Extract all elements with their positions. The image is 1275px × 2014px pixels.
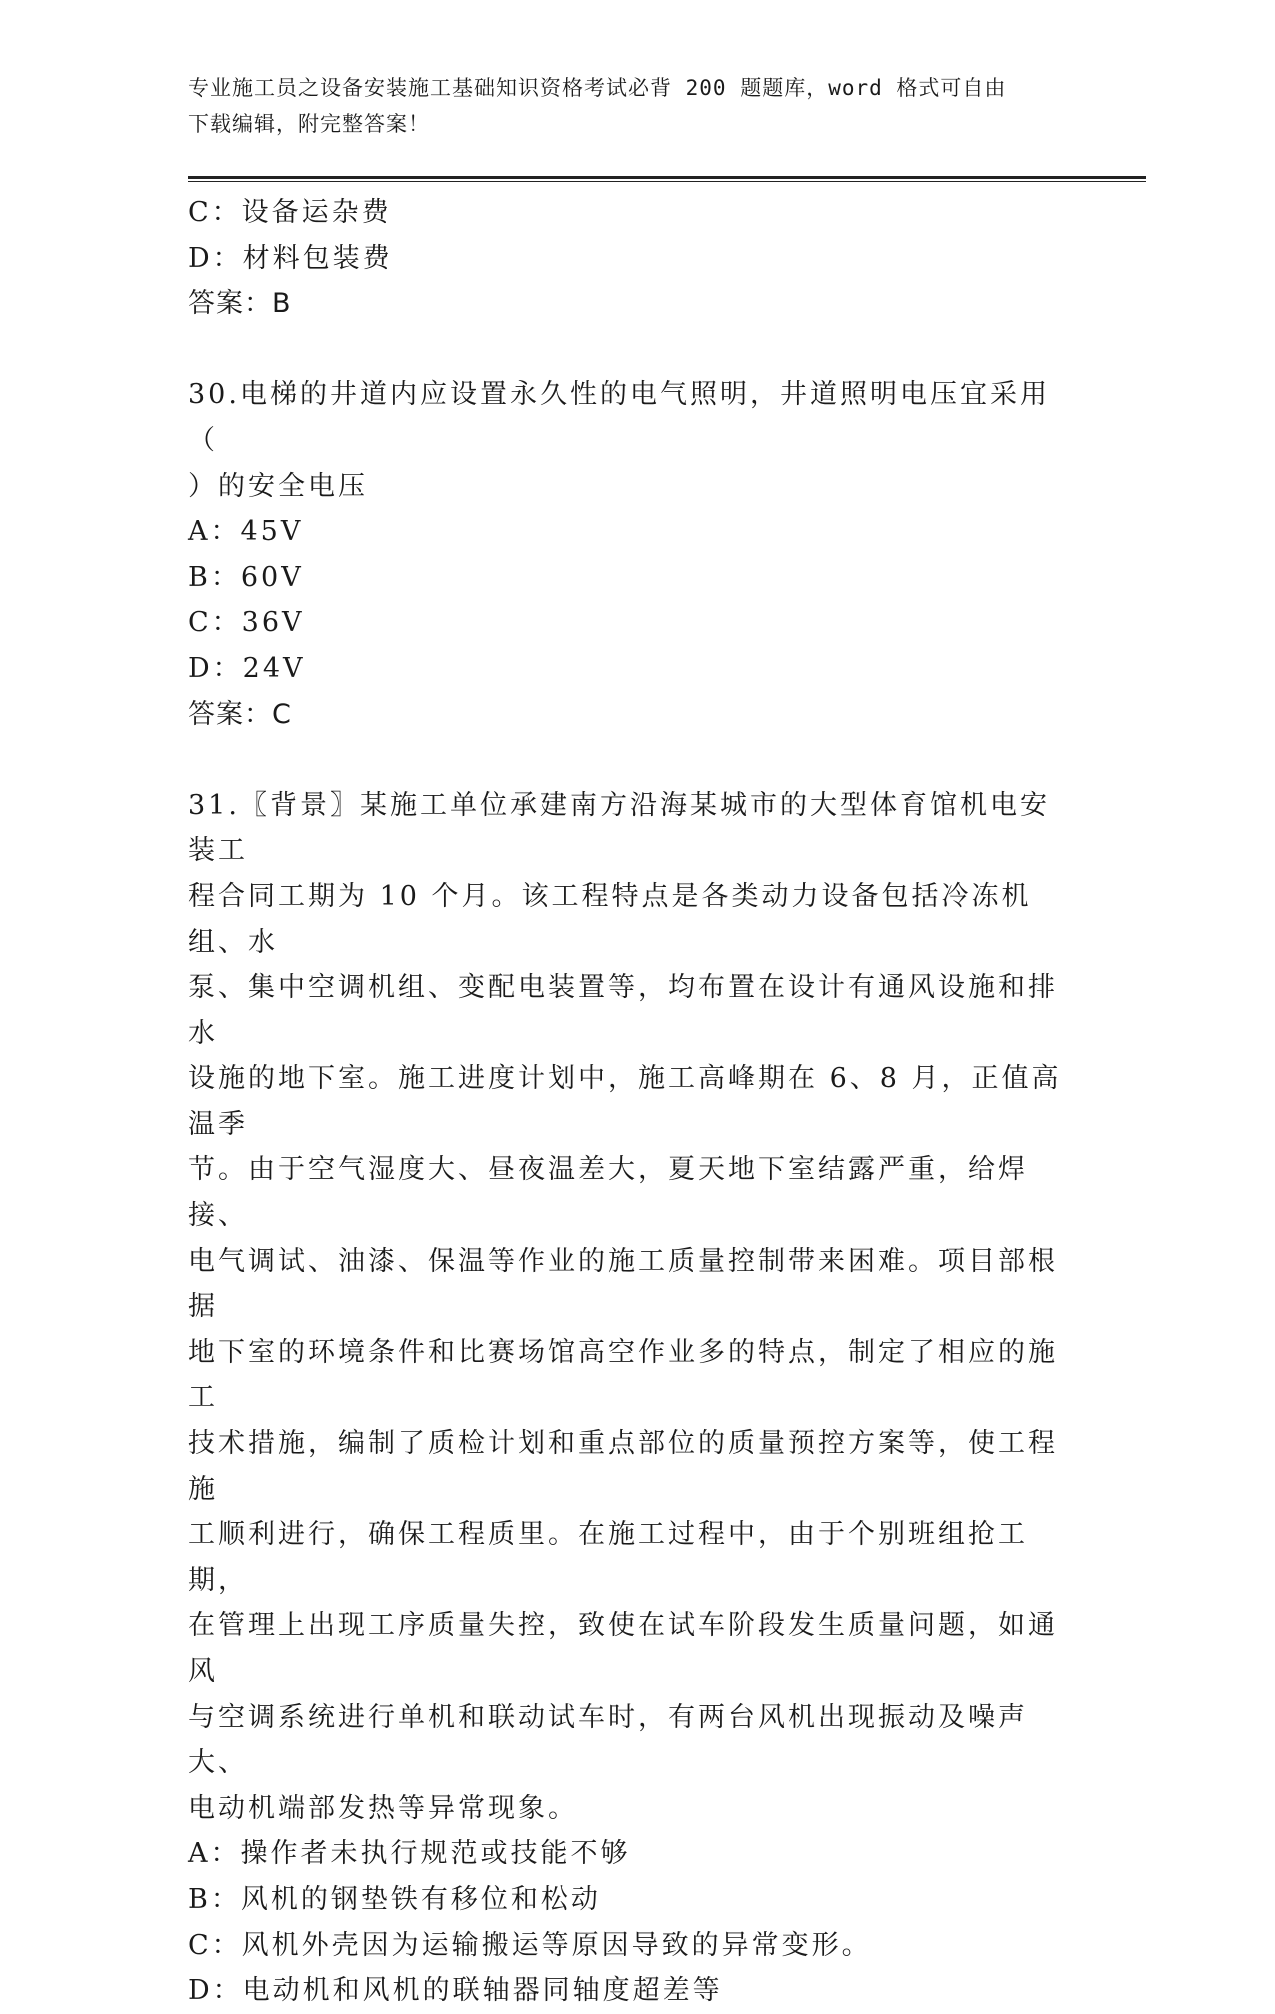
answer: 答案：C <box>188 698 292 730</box>
question-stem-line: 地下室的环境条件和比赛场馆高空作业多的特点，制定了相应的施工 <box>188 1336 1058 1414</box>
option-a: A：操作者未执行规范或技能不够 <box>188 1838 631 1870</box>
document-body <box>188 190 1068 2014</box>
question-stem-line: 泵、集中空调机组、变配电装置等，均布置在设计有通风设施和排水 <box>188 972 1058 1049</box>
spacer <box>188 327 1068 373</box>
option-b: B：60V <box>188 561 304 593</box>
header-rule-thin <box>188 181 1146 182</box>
question-stem-line: 电动机端部发热等异常现象。 <box>188 1792 578 1824</box>
header-line-2: 下载编辑，附完整答案！ <box>188 112 430 136</box>
option-a: A：45V <box>188 516 304 548</box>
question-stem-line: 节。由于空气湿度大、昼夜温差大，夏天地下室结露严重，给焊接、 <box>188 1154 1028 1232</box>
question-31 <box>188 783 1068 2014</box>
option-b: B：风机的钢垫铁有移位和松动 <box>188 1883 601 1915</box>
option-d: D：材料包装费 <box>188 242 393 274</box>
question-stem-line: 在管理上出现工序质量失控，致使在试车阶段发生质量问题，如通风 <box>188 1610 1058 1687</box>
header-rule-thick <box>188 176 1146 179</box>
spacer <box>188 737 1068 783</box>
question-stem-line: 设施的地下室。施工进度计划中，施工高峰期在 6、8 月，正值高温季 <box>188 1063 1062 1140</box>
header-line-1: 专业施工员之设备安装施工基础知识资格考试必背 200 题题库，word 格式可自由 <box>188 76 1007 100</box>
question-stem-line: 电气调试、油漆、保温等作业的施工质量控制带来困难。项目部根据 <box>188 1245 1058 1323</box>
answer: 答案：B <box>188 288 292 320</box>
option-c: C：36V <box>188 607 305 639</box>
question-stem-line: 工顺利进行，确保工程质里。在施工过程中，由于个别班组抢工期， <box>188 1519 1028 1596</box>
question-stem-line: 技术措施，编制了质检计划和重点部位的质量预控方案等，使工程施 <box>188 1428 1058 1505</box>
option-d: D：电动机和风机的联轴器同轴度超差等 <box>188 1975 723 2007</box>
question-stem-line: 程合同工期为 10 个月。该工程特点是各类动力设备包括冷冻机组、水 <box>188 880 1032 958</box>
previous-question <box>188 190 1068 327</box>
question-stem-line: ）的安全电压 <box>188 470 368 502</box>
question-stem-line: 与空调系统进行单机和联动试车时，有两台风机出现振动及噪声大、 <box>188 1701 1028 1779</box>
option-d: D：24V <box>188 652 306 684</box>
document-header <box>188 70 1088 142</box>
question-30 <box>188 372 1068 737</box>
option-c: C：设备运杂费 <box>188 197 392 228</box>
option-c: C：风机外壳因为运输搬运等原因导致的异常变形。 <box>188 1929 872 1961</box>
question-stem-line: 30.电梯的井道内应设置永久性的电气照明，井道照明电压宜采用（ <box>188 379 1050 456</box>
question-stem-line: 31.〖背景〗某施工单位承建南方沿海某城市的大型体育馆机电安装工 <box>188 789 1050 867</box>
